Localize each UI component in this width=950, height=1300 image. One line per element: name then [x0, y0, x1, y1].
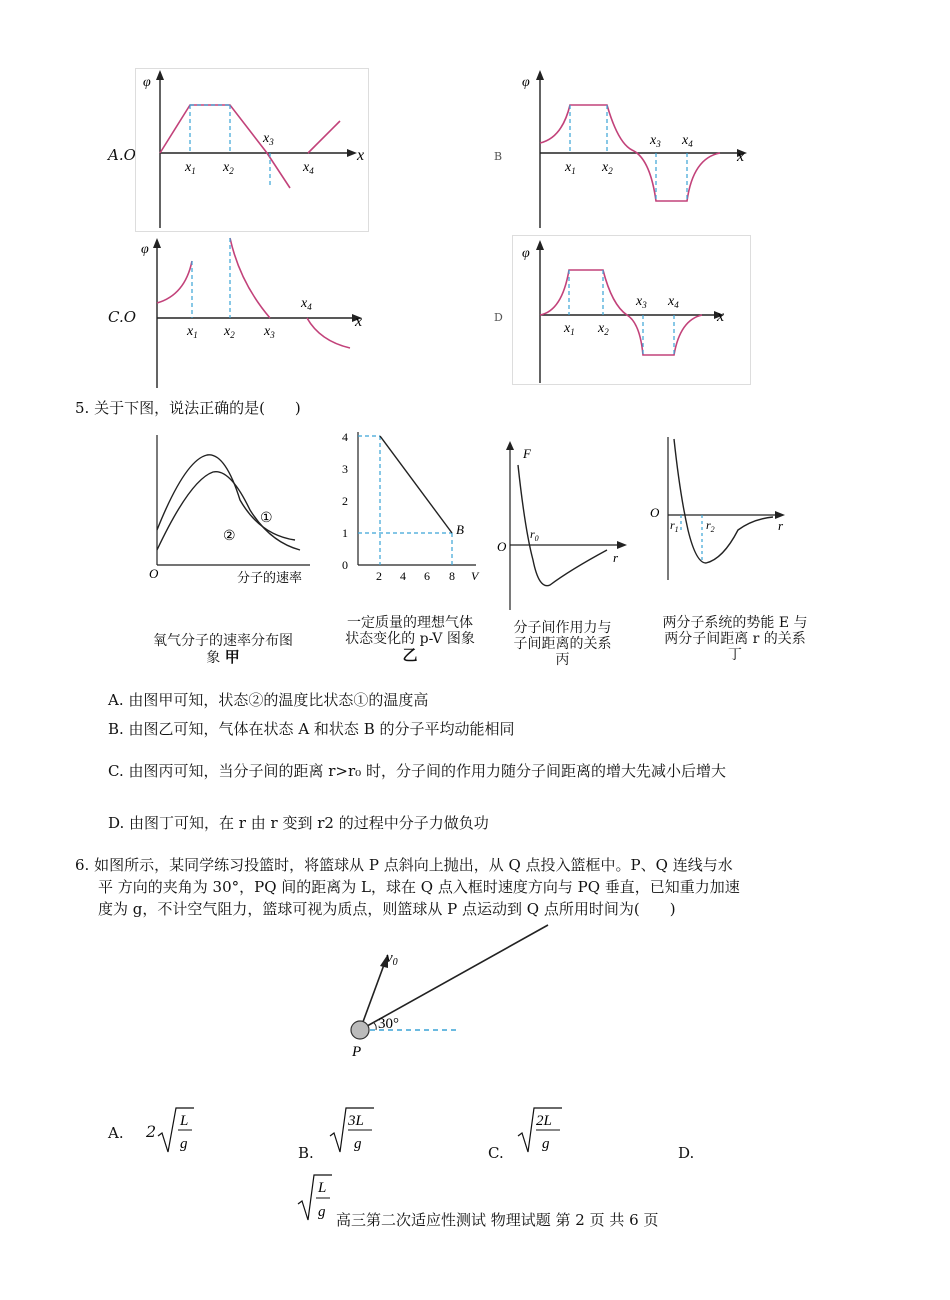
svg-text:x1: $x_1$: [185, 160, 196, 176]
q4-option-d: [490, 235, 755, 385]
svg-text:4: 4: [342, 430, 348, 444]
caption-ding: 两分子系统的势能 E 与 两分子间距离 r 的关系 丁: [662, 615, 808, 663]
svg-text:2: 2: [342, 494, 348, 508]
x-axis-label: x: [357, 147, 365, 164]
q6-option-a[interactable]: A. 2 L g: [108, 1106, 228, 1166]
svg-text:x4: $x_4$: [301, 296, 312, 312]
q4-option-c-label: C.O: [108, 308, 137, 326]
svg-text:O: O: [650, 505, 660, 520]
svg-text:x4: $x_4$: [303, 160, 314, 176]
svg-text:v0: $v_0$: [386, 950, 398, 968]
svg-text:x1: $x_1$: [564, 321, 575, 337]
q6-figure: [330, 920, 560, 1065]
q4-option-d-label: D: [494, 311, 503, 324]
q5-option-d[interactable]: D. 由图丁可知，在 r 由 r 变到 r2 的过程中分子力做负功: [108, 814, 489, 832]
q4-option-b-label: B: [494, 150, 503, 163]
svg-text:φ: φ: [522, 75, 530, 90]
svg-text:x2: $x_2$: [224, 324, 235, 340]
q6-option-b[interactable]: B. 3L g: [298, 1106, 418, 1166]
svg-text:r2: $r_2$: [706, 518, 715, 534]
svg-text:g: g: [180, 1136, 188, 1152]
svg-text:4: 4: [400, 569, 406, 583]
q5-option-b[interactable]: B. 由图乙可知，气体在状态 A 和状态 B 的分子平均动能相同: [108, 720, 515, 738]
svg-text:x4: $x_4$: [668, 294, 679, 310]
q4-option-a-label: A.O: [108, 146, 136, 164]
page-footer: 高三第二次适应性测试 物理试题 第 2 页 共 6 页: [336, 1211, 659, 1229]
svg-text:r: r: [613, 550, 619, 565]
svg-text:O: O: [149, 566, 159, 581]
svg-text:0: 0: [342, 558, 348, 572]
q6-option-d[interactable]: D. L g: [296, 1140, 716, 1230]
svg-text:x2: $x_2$: [602, 160, 613, 176]
point-p-label: P: [352, 1044, 362, 1060]
svg-text:r1: $r_1$: [670, 518, 679, 534]
svg-text:g: g: [542, 1136, 550, 1152]
fig-bing: [495, 440, 630, 610]
svg-text:L: L: [180, 1113, 189, 1129]
q4-graph-c: [135, 233, 370, 388]
svg-text:8: 8: [449, 569, 455, 583]
svg-text:3: 3: [342, 462, 348, 476]
svg-text:φ: φ: [141, 242, 149, 257]
q6-option-c[interactable]: C. 2L g: [488, 1106, 608, 1166]
svg-text:x: x: [737, 148, 745, 165]
fig-yi: [338, 430, 488, 585]
legend-1: ①: [260, 511, 273, 526]
svg-text:F: F: [523, 446, 531, 461]
fig-jia: [145, 430, 315, 590]
legend-2: ②: [223, 529, 236, 544]
caption-bing: 分子间作用力与 子间距离的关系 丙: [513, 620, 612, 668]
svg-text:x: x: [717, 308, 725, 325]
svg-text:V: V: [471, 569, 479, 583]
svg-text:x2: $x_2$: [223, 160, 234, 176]
svg-text:x1: $x_1$: [565, 160, 576, 176]
svg-text:r0: $r_0$: [530, 527, 539, 543]
svg-text:6: 6: [424, 569, 430, 583]
svg-text:x3: $x_3$: [636, 294, 647, 310]
q4-option-b: [490, 68, 760, 233]
angle-label: 30°: [378, 1016, 399, 1032]
q4-option-c: [100, 233, 370, 388]
q4-graph-b: [510, 68, 760, 233]
q5-option-c[interactable]: C. 由图丙可知，当分子间的距离 r>r₀ 时，分子间的作用力随分子间距离的增大先减小后增大: [108, 762, 726, 780]
caption-yi: 一定质量的理想气体 状态变化的 p-V 图象 乙: [345, 615, 475, 664]
fig-ding: [648, 435, 793, 585]
svg-text:x4: $x_4$: [682, 133, 693, 149]
svg-text:φ: φ: [522, 246, 530, 261]
svg-text:2: 2: [376, 569, 382, 583]
svg-text:L: L: [318, 1180, 327, 1196]
svg-text:1: 1: [342, 526, 348, 540]
q5-stem: 5. 关于下图，说法正确的是( ): [75, 399, 301, 417]
svg-text:分子的速率: 分子的速率: [237, 570, 303, 585]
q4-graph-a: [135, 68, 370, 233]
q6-stem: 6. 如图所示，某同学练习投篮时，将篮球从 P 点斜向上抛出，从 Q 点投入篮框中。P、Q 连线与水 平 方向的夹角为 30°，PQ 间的距离为 L，球在 Q 点入框时速度方向与 PQ 垂直，已知重力加速 度为 g，不计空气阻力，篮球可视为质点，则篮球从 P 点运动到 Q 点所用时间为( ): [75, 856, 740, 918]
svg-text:3L: 3L: [348, 1113, 364, 1129]
q4-option-a: [100, 68, 370, 233]
svg-text:x: x: [355, 313, 363, 330]
svg-text:r: r: [778, 518, 784, 533]
svg-text:B: B: [456, 522, 464, 537]
svg-text:O: O: [497, 539, 507, 554]
phi-axis-label: φ: [143, 75, 151, 90]
svg-text:x3: $x_3$: [263, 131, 274, 147]
svg-text:x2: $x_2$: [598, 321, 609, 337]
svg-text:2L: 2L: [536, 1113, 552, 1129]
svg-text:g: g: [318, 1204, 326, 1220]
caption-jia: 氧气分子的速率分布图 象 甲: [153, 633, 293, 666]
svg-text:x1: $x_1$: [187, 324, 198, 340]
q4-graph-d: [512, 235, 752, 385]
svg-text:g: g: [354, 1136, 362, 1152]
svg-text:x3: $x_3$: [650, 133, 661, 149]
q5-option-a[interactable]: A. 由图甲可知，状态②的温度比状态①的温度高: [108, 691, 429, 709]
svg-text:x3: $x_3$: [264, 324, 275, 340]
